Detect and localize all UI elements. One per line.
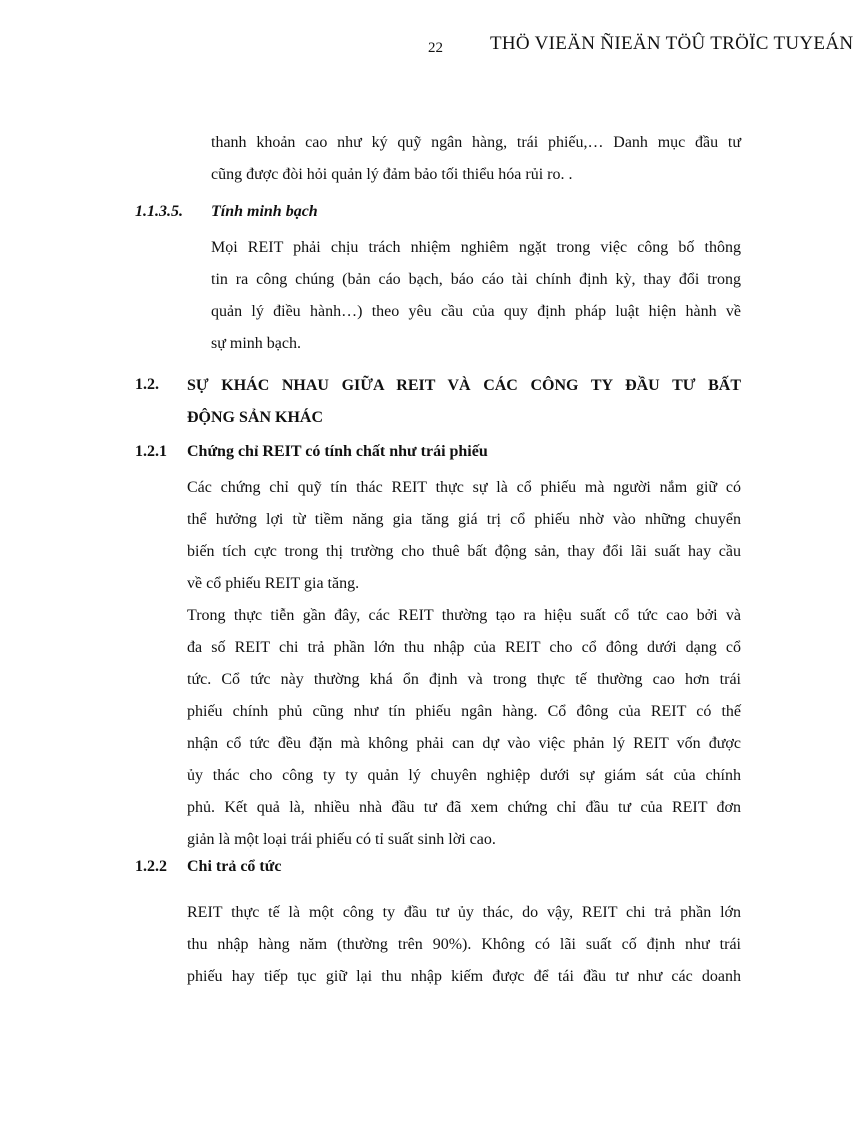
paragraph-line: quản lý điều hành…) theo yêu cầu của quy định pháp luật hiện hành về [211, 303, 741, 320]
paragraph-line: Các chứng chỉ quỹ tín thác REIT thực sự là cổ phiếu mà người nắm giữ có [187, 479, 741, 496]
paragraph-line: thanh khoản cao như ký quỹ ngân hàng, trái phiếu,… Danh mục đầu tư [211, 134, 741, 151]
section-title: Chứng chỉ REIT có tính chất như trái phiếu [187, 443, 488, 460]
paragraph-line: tin ra công chúng (bản cáo bạch, báo cáo tài chính định kỳ, thay đổi trong [211, 271, 741, 288]
running-header: THÖ VIEÄN ÑIEÄN TÖÛ TRÖÏC TUYEÁN [490, 33, 853, 54]
section-paragraph [187, 897, 741, 993]
paragraph-line: đa số REIT chi trả phần lớn thu nhập của REIT cho cổ đông dưới dạng cổ [187, 639, 741, 656]
paragraph-line: phiếu hay tiếp tục giữ lại thu nhập kiếm được để tái đầu tư như các doanh [187, 968, 741, 985]
section-number: 1.2. [135, 376, 159, 393]
continuation-paragraph [211, 127, 741, 191]
paragraph-line: Mọi REIT phải chịu trách nhiệm nghiêm ngặt trong việc công bố thông [211, 239, 741, 256]
paragraph-line: giản là một loại trái phiếu có tỉ suất sinh lời cao. [187, 831, 496, 848]
paragraph-line: phủ. Kết quả là, nhiều nhà đầu tư đã xem chứng chỉ đầu tư của REIT đơn [187, 799, 741, 816]
paragraph-line: cũng được đòi hỏi quản lý đảm bảo tối thiểu hóa rủi ro. . [211, 166, 573, 183]
paragraph-line: thu nhập hàng năm (thường trên 90%). Không có lãi suất cố định như trái [187, 936, 741, 953]
heading-line: ĐỘNG SẢN KHÁC [187, 409, 324, 426]
section-paragraph [187, 472, 741, 600]
section-number: 1.2.1 [135, 443, 167, 460]
page-number: 22 [428, 40, 443, 56]
paragraph-line: sự minh bạch. [211, 335, 301, 352]
section-number: 1.1.3.5. [135, 203, 183, 220]
section-paragraph [211, 232, 741, 360]
section-number: 1.2.2 [135, 858, 167, 875]
chapter-heading [187, 370, 741, 434]
paragraph-line: ủy thác cho công ty ty quản lý chuyên nghiệp dưới sự giám sát của chính [187, 767, 741, 784]
section-title: Chi trả cổ tức [187, 858, 282, 875]
paragraph-line: Trong thực tiễn gần đây, các REIT thường tạo ra hiệu suất cổ tức cao bởi và [187, 607, 741, 624]
heading-line: SỰ KHÁC NHAU GIỮA REIT VÀ CÁC CÔNG TY ĐẦU TƯ BẤT [187, 377, 741, 394]
paragraph-line: thể hưởng lợi từ tiềm năng gia tăng giá trị cổ phiếu nhờ vào những chuyển [187, 511, 741, 528]
paragraph-line: phiếu chính phủ cũng như tín phiếu ngân hàng. Cổ đông của REIT có thế [187, 703, 741, 720]
section-title: Tính minh bạch [211, 203, 318, 220]
paragraph-line: REIT thực tế là một công ty đầu tư ủy thác, do vậy, REIT chi trả phần lớn [187, 904, 741, 921]
paragraph-line: tức. Cổ tức này thường khá ổn định và trong thực tế thường cao hơn trái [187, 671, 741, 688]
paragraph-line: về cổ phiếu REIT gia tăng. [187, 575, 360, 592]
paragraph-line: nhận cổ tức đều đặn mà không phải can dự vào việc phản lý REIT vốn được [187, 735, 741, 752]
section-paragraph [187, 600, 741, 856]
paragraph-line: biến tích cực trong thị trường cho thuê bất động sản, thay đổi lãi suất hay cầu [187, 543, 741, 560]
